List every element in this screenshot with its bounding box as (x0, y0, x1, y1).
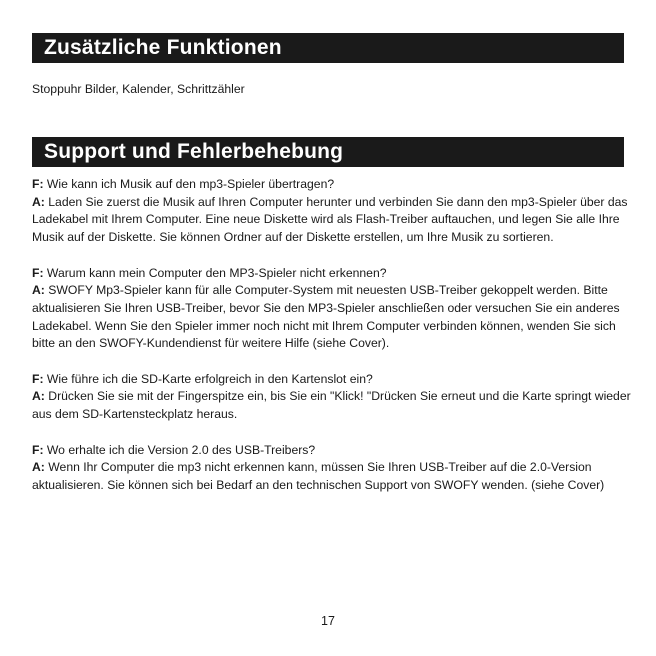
faq-question (32, 176, 632, 194)
answer-text: SWOFY Mp3-Spieler kann für alle Computer-System mit neuesten USB-Treiber gekoppelt werden. Bitte aktualisieren Sie Ihren USB-Treiber, bevor Sie den MP3-Spieler anschließen oder versuchen Sie ein anderes Ladekabel. Wenn Sie den Spieler immer noch nicht mit Ihrem Computer verbinden können, wenden Sie sich bitte an den SWOFY-Kundendienst für weitere Hilfe (siehe Cover). (32, 283, 620, 351)
answer-text: Laden Sie zuerst die Musik auf Ihren Computer herunter und verbinden Sie dann den mp3-Spieler über das Ladekabel mit Ihrem Computer. Eine neue Diskette wird als Flash-Treiber auftauchen, und legen Sie alle Ihre Musik auf der Diskette. Sie können Ordner auf der Diskette erstellen, um Ihre Musik zu sortieren. (32, 194, 628, 245)
faq-list (32, 176, 632, 512)
question-label: F: (32, 371, 44, 386)
question-text: Wo erhalte ich die Version 2.0 des USB-Treibers? (43, 442, 316, 457)
faq-item (32, 265, 632, 354)
answer-label: A: (32, 283, 45, 298)
faq-answer (32, 282, 632, 353)
question-text: Wie kann ich Musik auf den mp3-Spieler übertragen? (43, 177, 335, 191)
faq-item (32, 176, 632, 247)
faq-question (32, 265, 632, 283)
answer-label: A: (32, 460, 45, 475)
question-text: Wie führe ich die SD-Karte erfolgreich in den Kartenslot ein? (43, 371, 373, 386)
answer-text: Wenn Ihr Computer die mp3 nicht erkennen kann, müssen Sie Ihren USB-Treiber auf die 2.0-Version aktualisieren. Sie können sich bei Bedarf an den technischen Support von SWOFY wenden. (siehe Cover) (32, 460, 605, 492)
faq-item (32, 371, 632, 424)
section-heading-extra-functions (32, 33, 624, 63)
extra-functions-list: Stoppuhr Bilder, Kalender, Schrittzähler (32, 82, 245, 96)
question-label: F: (32, 177, 44, 191)
answer-text: Drücken Sie sie mit der Fingerspitze ein, bis Sie ein "Klick! "Drücken Sie erneut und die Karte springt wieder aus dem SD-Kartensteckplatz heraus. (32, 389, 631, 422)
faq-answer (32, 459, 632, 494)
faq-question (32, 442, 632, 460)
answer-label: A: (32, 194, 45, 209)
faq-answer (32, 388, 632, 423)
question-label: F: (32, 265, 44, 280)
faq-question (32, 371, 632, 389)
faq-item (32, 442, 632, 495)
faq-answer (32, 194, 632, 247)
page-number: 17 (321, 614, 335, 628)
section-heading-support (32, 137, 624, 167)
answer-label: A: (32, 389, 45, 404)
section-title: Support und Fehlerbehebung (44, 140, 344, 163)
section-title: Zusätzliche Funktionen (44, 36, 282, 59)
extra-functions-text (32, 81, 632, 99)
question-text: Warum kann mein Computer den MP3-Spieler nicht erkennen? (43, 265, 387, 280)
question-label: F: (32, 442, 44, 457)
